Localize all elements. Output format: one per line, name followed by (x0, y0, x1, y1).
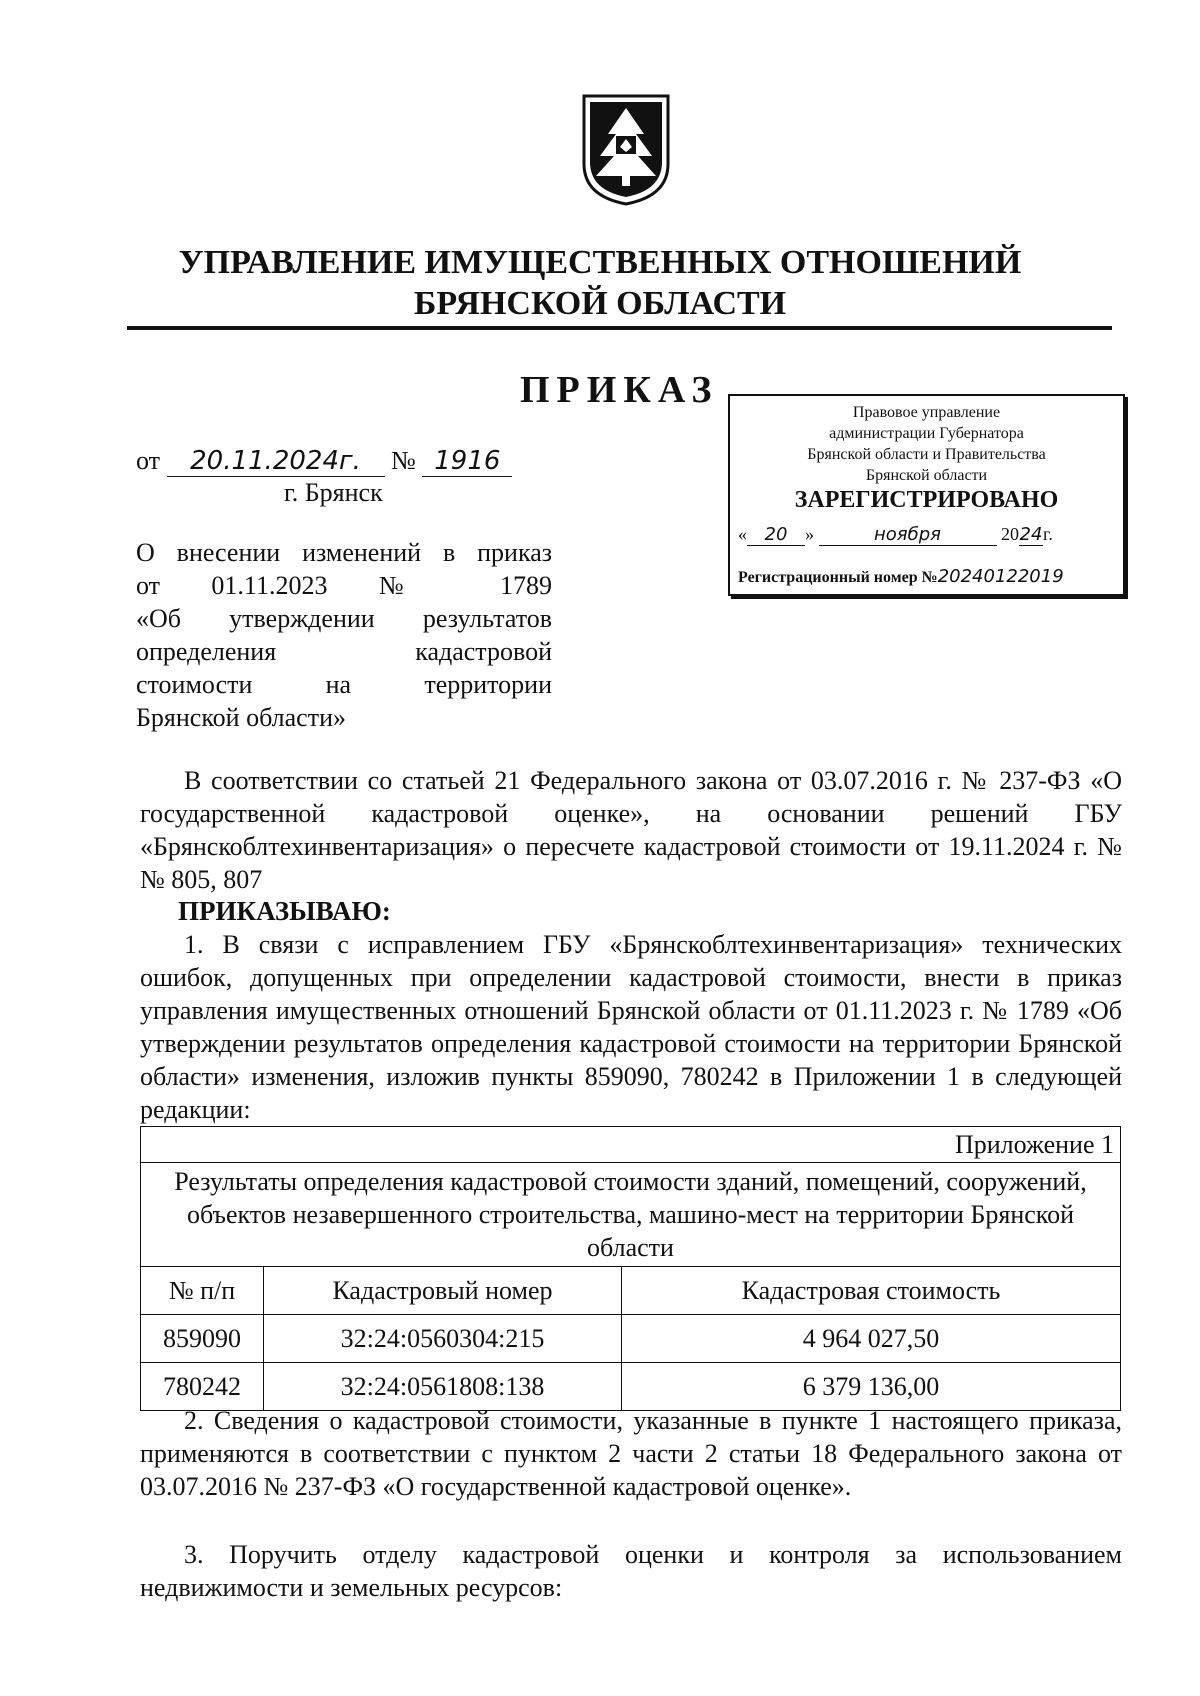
item-3 (140, 1538, 1122, 1604)
item-2 (140, 1404, 1122, 1503)
topic-line: О внесении изменений в приказ (136, 538, 552, 567)
table-header-cadastral-value: Кадастровая стоимость (622, 1267, 1121, 1315)
stamp-line-2: администрации Губернатора (829, 425, 1024, 442)
table-caption: Результаты определения кадастровой стоимости зданий, помещений, сооружений, объектов незавершенного строительства, машино-мест на территории Брянской области (141, 1163, 1121, 1267)
preamble-text: В соответствии со статьей 21 Федерального закона от 03.07.2016 г. № 237-ФЗ «О государственной кадастровой оценке», на основании решений ГБУ «Брянскоблтехинвентаризация» о пересчете кадастровой стоимости от 19.11.2024 г. №№ 805, 807 (140, 766, 1122, 894)
stamp-line-1: Правовое управление (852, 404, 1001, 421)
topic-line: от 01.11.2023 № 1789 (136, 571, 552, 600)
item-3-text: 3. Поручить отделу кадастровой оценки и контроля за использованием недвижимости и земельных ресурсов: (140, 1540, 1122, 1602)
cadastral-value-table (140, 1126, 1121, 1411)
stamp-reg-label: Регистрационный номер № (738, 569, 938, 586)
table-header-number: № п/п (141, 1267, 264, 1315)
stamp-month: ноября (819, 524, 997, 546)
coat-of-arms-emblem (578, 92, 674, 208)
registration-stamp (728, 394, 1125, 596)
stamp-year-suffix: г. (1043, 524, 1053, 544)
row-cadastral-value: 4 964 027,50 (622, 1315, 1121, 1363)
stamp-year: 24 (1019, 524, 1043, 545)
table-row (141, 1315, 1121, 1363)
organization-line-1: УПРАВЛЕНИЕ ИМУЩЕСТВЕННЫХ ОТНОШЕНИЙ (178, 244, 1022, 281)
preamble (140, 764, 1122, 896)
item-1-text: 1. В связи с исправлением ГБУ «Брянскоблтехинвентаризация» технических ошибок, допущенных при определении кадастровой стоимости, внести в приказ управления имущественных отношений Брянской области от 01.11.2023 г. № 1789 «Об утверждении результатов определения кадастровой стоимости на территории Брянской области» изменения, изложив пункты 859090, 780242 в Приложении 1 в следующей редакции: (140, 930, 1122, 1124)
document-title: ПРИКАЗ (520, 369, 719, 411)
from-label: от (136, 446, 161, 475)
city: г. Брянск (284, 478, 383, 507)
order-topic (136, 536, 552, 734)
stamp-date: « 20 » ноября 2024г. (738, 524, 1053, 545)
order-word: ПРИКАЗЫВАЮ: (178, 896, 391, 926)
table-header-cadastral-number: Кадастровый номер (264, 1267, 622, 1315)
topic-line: Брянской области» (136, 703, 346, 732)
stamp-day: 20 (747, 524, 805, 546)
order-date: 20.11.2024г. (167, 446, 385, 477)
order-number: 1916 (422, 446, 512, 477)
item-2-text: 2. Сведения о кадастровой стоимости, указанные в пункте 1 настоящего приказа, применяются в соответствии с пунктом 2 части 2 статьи 18 Федерального закона от 03.07.2016 № 237-ФЗ «О государственной кадастровой оценке». (140, 1406, 1122, 1501)
row-cadastral-number: 32:24:0561808:138 (264, 1363, 622, 1411)
table-appendix-label: Приложение 1 (141, 1127, 1121, 1163)
stamp-line-4: Брянской области (865, 467, 988, 484)
row-cadastral-value: 6 379 136,00 (622, 1363, 1121, 1411)
row-number: 859090 (141, 1315, 264, 1363)
item-1 (140, 928, 1122, 1126)
stamp-reg-number: 20240122019 (937, 566, 1064, 587)
stamp-year-prefix: 20 (1001, 524, 1019, 544)
header-divider (127, 326, 1112, 330)
number-label: № (391, 446, 416, 475)
row-number: 780242 (141, 1363, 264, 1411)
stamp-registered: ЗАРЕГИСТРИРОВАНО (794, 487, 1059, 513)
organization-name (0, 242, 1200, 324)
topic-line: стоимости на территории (136, 670, 552, 699)
topic-line: определения кадастровой (136, 637, 552, 666)
topic-line: «Об утверждении результатов (136, 604, 552, 633)
order-date-number (136, 446, 512, 477)
organization-line-2: БРЯНСКОЙ ОБЛАСТИ (413, 285, 787, 322)
stamp-registration-number (738, 566, 1115, 588)
row-cadastral-number: 32:24:0560304:215 (264, 1315, 622, 1363)
stamp-line-3: Брянской области и Правительства (807, 446, 1046, 463)
